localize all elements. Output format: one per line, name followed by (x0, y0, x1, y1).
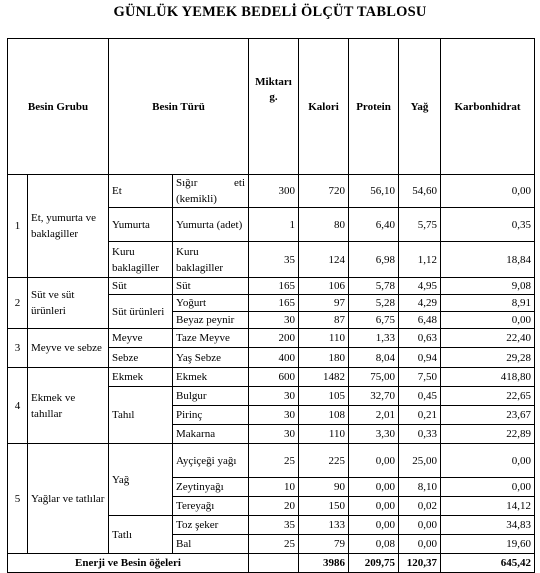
table-row (8, 329, 535, 348)
item-cell: Ayçiçeği yağı (173, 444, 249, 478)
type-cell: Tatlı (109, 516, 173, 554)
fat-cell: 5,75 (399, 208, 441, 242)
item-cell: Makarna (173, 425, 249, 444)
table-row (8, 368, 535, 387)
group-name: Ekmek ve tahıllar (28, 368, 109, 444)
calorie-cell: 1482 (299, 368, 349, 387)
total-amount (249, 554, 299, 573)
amount-cell: 20 (249, 497, 299, 516)
header-protein: Protein (349, 39, 399, 175)
calorie-cell: 97 (299, 295, 349, 312)
group-number: 1 (8, 175, 28, 278)
group-number: 4 (8, 368, 28, 444)
type-cell: Sebze (109, 348, 173, 368)
amount-cell: 300 (249, 175, 299, 208)
fat-cell: 0,45 (399, 387, 441, 406)
amount-cell: 35 (249, 242, 299, 278)
item-cell: Yaş Sebze (173, 348, 249, 368)
fat-cell: 4,95 (399, 278, 441, 295)
fat-cell: 0,02 (399, 497, 441, 516)
header-row (8, 39, 535, 175)
protein-cell: 2,01 (349, 406, 399, 425)
group-name: Süt ve süt ürünleri (28, 278, 109, 329)
item-cell: Yoğurt (173, 295, 249, 312)
group-name: Yağlar ve tatlılar (28, 444, 109, 554)
amount-cell: 35 (249, 516, 299, 535)
protein-cell: 0,00 (349, 444, 399, 478)
header-carb: Karbonhidrat (441, 39, 535, 175)
carb-cell: 18,84 (441, 242, 535, 278)
amount-cell: 10 (249, 478, 299, 497)
group-number: 2 (8, 278, 28, 329)
protein-cell: 56,10 (349, 175, 399, 208)
amount-cell: 1 (249, 208, 299, 242)
protein-cell: 6,75 (349, 312, 399, 329)
item-cell: Tereyağı (173, 497, 249, 516)
type-cell: Meyve (109, 329, 173, 348)
carb-cell: 29,28 (441, 348, 535, 368)
item-cell: Toz şeker (173, 516, 249, 535)
type-cell: Et (109, 175, 173, 208)
nutrition-table (7, 38, 535, 573)
calorie-cell: 90 (299, 478, 349, 497)
fat-cell: 25,00 (399, 444, 441, 478)
type-cell: Kuru baklagiller (109, 242, 173, 278)
carb-cell: 22,65 (441, 387, 535, 406)
table-title: GÜNLÜK YEMEK BEDELİ ÖLÇÜT TABLOSU (113, 4, 427, 20)
protein-cell: 5,28 (349, 295, 399, 312)
carb-cell: 418,80 (441, 368, 535, 387)
carb-cell: 14,12 (441, 497, 535, 516)
protein-cell: 6,98 (349, 242, 399, 278)
table-row (8, 444, 535, 478)
type-cell: Süt ürünleri (109, 295, 173, 329)
fat-cell: 8,10 (399, 478, 441, 497)
calorie-cell: 180 (299, 348, 349, 368)
fat-cell: 0,00 (399, 535, 441, 554)
calorie-cell: 106 (299, 278, 349, 295)
protein-cell: 1,33 (349, 329, 399, 348)
amount-cell: 30 (249, 312, 299, 329)
item-cell: Ekmek (173, 368, 249, 387)
item-cell: Bal (173, 535, 249, 554)
total-protein: 209,75 (349, 554, 399, 573)
total-row (8, 554, 535, 573)
protein-cell: 0,00 (349, 516, 399, 535)
fat-cell: 7,50 (399, 368, 441, 387)
carb-cell: 0,35 (441, 208, 535, 242)
carb-cell: 23,67 (441, 406, 535, 425)
total-fat: 120,37 (399, 554, 441, 573)
type-cell: Yumurta (109, 208, 173, 242)
protein-cell: 5,78 (349, 278, 399, 295)
calorie-cell: 79 (299, 535, 349, 554)
fat-cell: 4,29 (399, 295, 441, 312)
item-cell: Zeytinyağı (173, 478, 249, 497)
carb-cell: 0,00 (441, 312, 535, 329)
protein-cell: 3,30 (349, 425, 399, 444)
total-label: Enerji ve Besin öğeleri (8, 554, 249, 573)
protein-cell: 0,00 (349, 478, 399, 497)
carb-cell: 0,00 (441, 478, 535, 497)
amount-cell: 600 (249, 368, 299, 387)
fat-cell: 0,21 (399, 406, 441, 425)
amount-cell: 30 (249, 387, 299, 406)
carb-cell: 8,91 (441, 295, 535, 312)
amount-cell: 25 (249, 444, 299, 478)
type-cell: Ekmek (109, 368, 173, 387)
calorie-cell: 150 (299, 497, 349, 516)
item-cell: Kuru baklagiller (173, 242, 249, 278)
calorie-cell: 720 (299, 175, 349, 208)
protein-cell: 32,70 (349, 387, 399, 406)
header-calorie: Kalori (299, 39, 349, 175)
amount-cell: 25 (249, 535, 299, 554)
item-cell: Beyaz peynir (173, 312, 249, 329)
protein-cell: 6,40 (349, 208, 399, 242)
carb-cell: 22,89 (441, 425, 535, 444)
type-cell: Süt (109, 278, 173, 295)
total-carb: 645,42 (441, 554, 535, 573)
calorie-cell: 110 (299, 425, 349, 444)
protein-cell: 8,04 (349, 348, 399, 368)
item-cell: Süt (173, 278, 249, 295)
protein-cell: 0,08 (349, 535, 399, 554)
header-amount: Miktarı g. (249, 39, 299, 175)
carb-cell: 9,08 (441, 278, 535, 295)
fat-cell: 54,60 (399, 175, 441, 208)
group-number: 3 (8, 329, 28, 368)
group-name: Meyve ve sebze (28, 329, 109, 368)
fat-cell: 6,48 (399, 312, 441, 329)
header-type: Besin Türü (109, 39, 249, 175)
amount-cell: 30 (249, 406, 299, 425)
amount-cell: 30 (249, 425, 299, 444)
item-cell: Taze Meyve (173, 329, 249, 348)
protein-cell: 75,00 (349, 368, 399, 387)
table-row (8, 278, 535, 295)
calorie-cell: 133 (299, 516, 349, 535)
item-cell: Yumurta (adet) (173, 208, 249, 242)
protein-cell: 0,00 (349, 497, 399, 516)
fat-cell: 0,00 (399, 516, 441, 535)
header-fat: Yağ (399, 39, 441, 175)
carb-cell: 0,00 (441, 444, 535, 478)
item-cell: Pirinç (173, 406, 249, 425)
total-calorie: 3986 (299, 554, 349, 573)
calorie-cell: 124 (299, 242, 349, 278)
calorie-cell: 87 (299, 312, 349, 329)
carb-cell: 22,40 (441, 329, 535, 348)
group-number: 5 (8, 444, 28, 554)
fat-cell: 0,63 (399, 329, 441, 348)
carb-cell: 19,60 (441, 535, 535, 554)
table-row (8, 175, 535, 208)
amount-cell: 400 (249, 348, 299, 368)
calorie-cell: 110 (299, 329, 349, 348)
calorie-cell: 225 (299, 444, 349, 478)
calorie-cell: 105 (299, 387, 349, 406)
item-cell: Sığır eti (kemikli) (173, 175, 249, 208)
fat-cell: 0,94 (399, 348, 441, 368)
amount-cell: 165 (249, 295, 299, 312)
calorie-cell: 108 (299, 406, 349, 425)
calorie-cell: 80 (299, 208, 349, 242)
fat-cell: 0,33 (399, 425, 441, 444)
fat-cell: 1,12 (399, 242, 441, 278)
item-cell: Bulgur (173, 387, 249, 406)
carb-cell: 0,00 (441, 175, 535, 208)
carb-cell: 34,83 (441, 516, 535, 535)
group-name: Et, yumurta ve baklagiller (28, 175, 109, 278)
header-group: Besin Grubu (8, 39, 109, 175)
type-cell: Yağ (109, 444, 173, 516)
amount-cell: 165 (249, 278, 299, 295)
type-cell: Tahıl (109, 387, 173, 444)
amount-cell: 200 (249, 329, 299, 348)
